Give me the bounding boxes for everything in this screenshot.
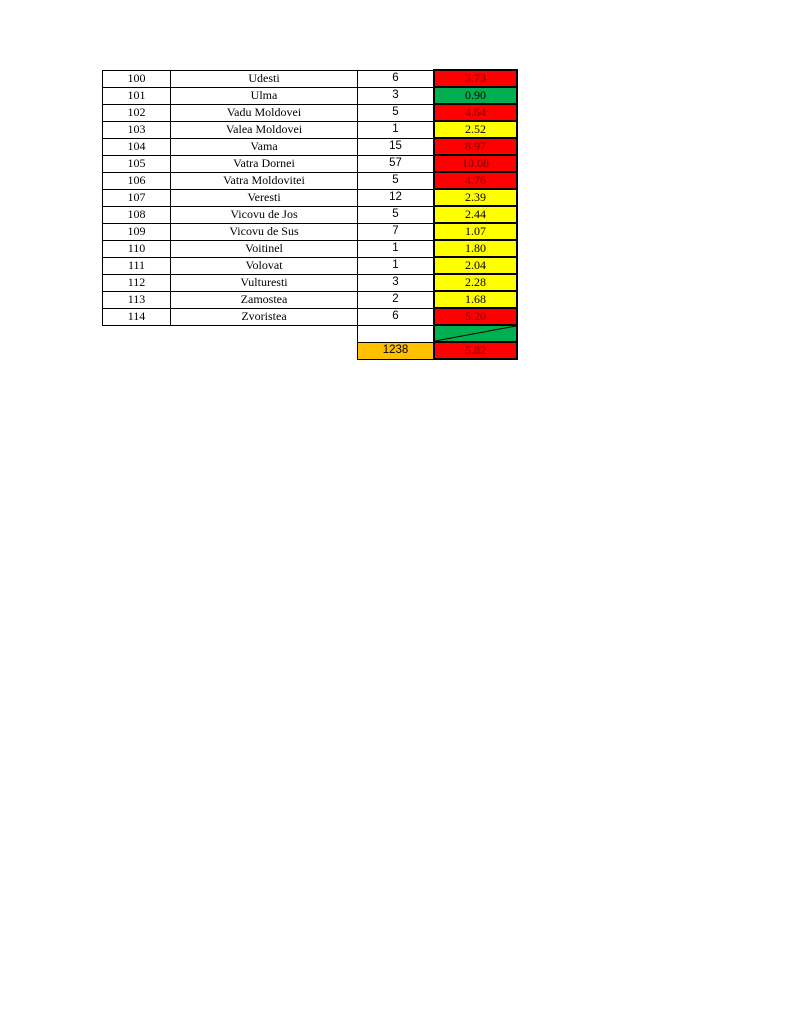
locality-name: Udesti [171, 70, 358, 87]
case-count: 7 [358, 223, 435, 240]
case-count: 57 [358, 155, 435, 172]
table-row [103, 70, 518, 87]
locality-name: Vama [171, 138, 358, 155]
case-count: 3 [358, 87, 435, 104]
rate-value: 0.90 [434, 87, 517, 104]
row-number: 103 [103, 121, 171, 138]
row-number: 113 [103, 291, 171, 308]
data-table [102, 69, 518, 360]
rate-value: 2.52 [434, 121, 517, 138]
total-rate: 5.82 [434, 342, 517, 359]
table-row [103, 240, 518, 257]
case-count: 5 [358, 206, 435, 223]
table-row [103, 189, 518, 206]
case-count: 6 [358, 308, 435, 325]
row-number: 102 [103, 104, 171, 121]
diagonal-cell [434, 325, 517, 342]
case-count: 1 [358, 121, 435, 138]
locality-name: Vadu Moldovei [171, 104, 358, 121]
locality-name: Voitinel [171, 240, 358, 257]
row-number: 104 [103, 138, 171, 155]
case-count: 1 [358, 257, 435, 274]
table-row [103, 223, 518, 240]
locality-name: Zvoristea [171, 308, 358, 325]
table-row [103, 257, 518, 274]
row-number: 109 [103, 223, 171, 240]
table-row [103, 172, 518, 189]
rate-value: 4.64 [434, 104, 517, 121]
case-count: 5 [358, 104, 435, 121]
case-count: 15 [358, 138, 435, 155]
table-row [103, 138, 518, 155]
row-number: 107 [103, 189, 171, 206]
table-row [103, 155, 518, 172]
locality-name: Zamostea [171, 291, 358, 308]
table-row [103, 274, 518, 291]
rate-value: 2.39 [434, 189, 517, 206]
row-number: 105 [103, 155, 171, 172]
rate-value: 1.68 [434, 291, 517, 308]
locality-name: Volovat [171, 257, 358, 274]
locality-name: Vicovu de Sus [171, 223, 358, 240]
locality-name: Valea Moldovei [171, 121, 358, 138]
case-count: 1 [358, 240, 435, 257]
rate-value: 2.44 [434, 206, 517, 223]
row-number: 100 [103, 70, 171, 87]
table-body [103, 70, 518, 325]
summary-section [103, 325, 518, 359]
rate-value: 2.28 [434, 274, 517, 291]
total-row [103, 342, 518, 359]
row-number: 114 [103, 308, 171, 325]
rate-value: 8.97 [434, 138, 517, 155]
row-number: 110 [103, 240, 171, 257]
case-count: 5 [358, 172, 435, 189]
rate-value: 1.07 [434, 223, 517, 240]
locality-name: Vicovu de Jos [171, 206, 358, 223]
locality-name: Vatra Moldovitei [171, 172, 358, 189]
diagonal-line [435, 326, 516, 341]
table-row [103, 206, 518, 223]
rate-value: 3.73 [434, 70, 517, 87]
case-count: 12 [358, 189, 435, 206]
rate-value: 1.80 [434, 240, 517, 257]
table-row [103, 291, 518, 308]
blank-cell [358, 325, 435, 342]
rate-value: 2.04 [434, 257, 517, 274]
separator-row [103, 325, 518, 342]
locality-name: Vulturesti [171, 274, 358, 291]
rate-value: 4.76 [434, 172, 517, 189]
table-row [103, 104, 518, 121]
total-count: 1238 [358, 342, 435, 359]
locality-name: Vatra Dornei [171, 155, 358, 172]
case-count: 6 [358, 70, 435, 87]
rate-value: 10.08 [434, 155, 517, 172]
row-number: 106 [103, 172, 171, 189]
locality-name: Veresti [171, 189, 358, 206]
row-number: 111 [103, 257, 171, 274]
row-number: 112 [103, 274, 171, 291]
case-count: 2 [358, 291, 435, 308]
table-row [103, 308, 518, 325]
locality-name: Ulma [171, 87, 358, 104]
row-number: 108 [103, 206, 171, 223]
case-count: 3 [358, 274, 435, 291]
table-row [103, 121, 518, 138]
row-number: 101 [103, 87, 171, 104]
rate-value: 5.20 [434, 308, 517, 325]
table-row [103, 87, 518, 104]
